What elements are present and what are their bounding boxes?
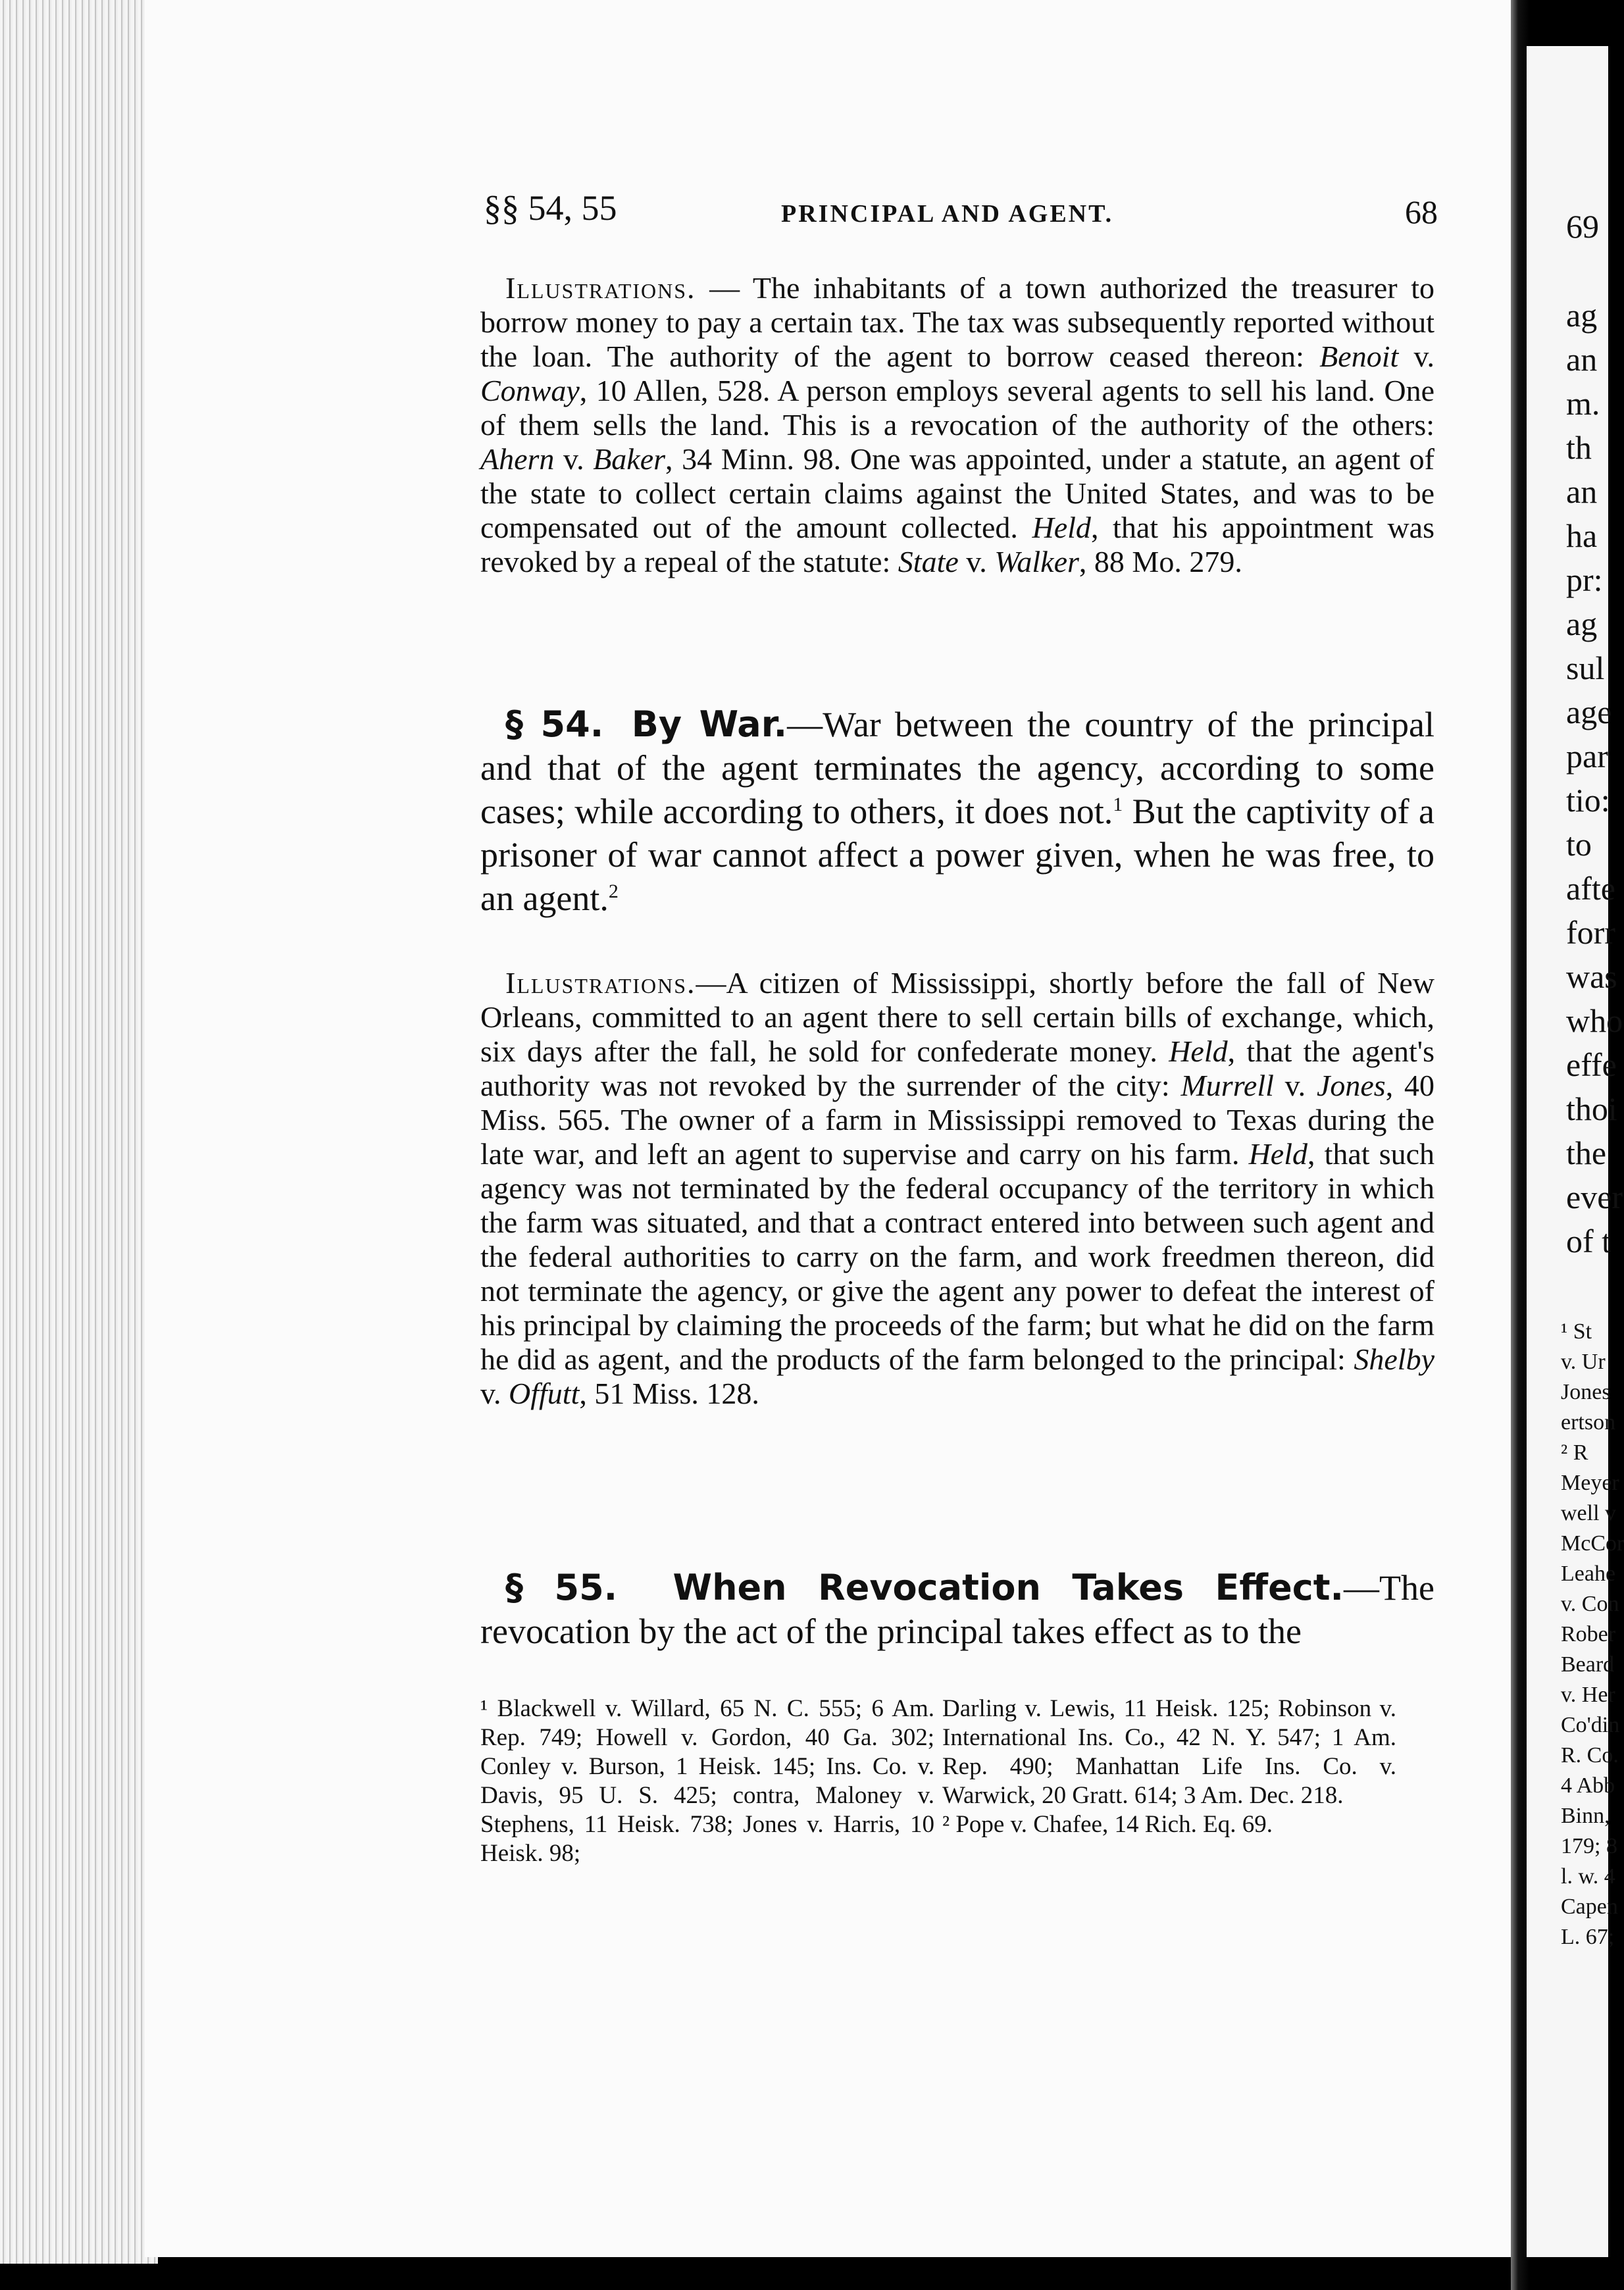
header-section-ref: §§ 54, 55 (484, 188, 617, 228)
section-55-heading: When Revocation Takes Effect. (672, 1567, 1344, 1608)
facing-page-line: ever (1566, 1179, 1623, 1215)
facing-page-footnote-line: 179; 8 (1561, 1834, 1617, 1858)
facing-page-footnote-line: Beard (1561, 1652, 1615, 1677)
facing-page-line: th (1566, 429, 1592, 466)
footnote-2: ² Pope v. Chafee, 14 Rich. Eq. 69. (942, 1811, 1273, 1838)
facing-page-footnote-line: Capen (1561, 1895, 1618, 1919)
facing-page-line: was (1566, 958, 1617, 995)
illustrations-paragraph-1: Illustrations. — The inhabitants of a town authorized the treasurer to borrow money to pay a certain tax. The tax was subsequently reported without the loan. The authority of the agent to borrow ceased thereon: Benoit v. Conway, 10 Allen, 528. A person employs several agents to sell his land. One of them sells the land. This is a revocation of the authority of the others: Ahern v. Baker, 34 Minn. 98. One was appointed, under a statute, an agent of the state to collect certain claims against the United States, and was to be compensated out of the amount collected. Held, that his appointment was revoked by a repeal of the statute: State v. Walker, 88 Mo. 279. (480, 271, 1434, 578)
facing-page-footnote-line: McCor (1561, 1531, 1624, 1556)
book-page-edges (0, 0, 158, 2264)
facing-page-footnote-line: Meyer (1561, 1471, 1619, 1495)
facing-page-line: who (1566, 1002, 1623, 1039)
facing-page-line: sul (1566, 649, 1605, 686)
running-header (484, 188, 1438, 240)
running-title: PRINCIPAL AND AGENT. (781, 200, 1114, 228)
facing-page (1527, 46, 1624, 2257)
facing-page-line: effe (1566, 1046, 1617, 1083)
footnote-1-continued: Darling v. Lewis, 11 Heisk. 125; Robinson v. International Ins. Co., 42 N. Y. 547; 1 Am. Rep. 490; Manhattan Life Ins. Co. v. Warwick, 20 Gratt. 614; 3 Am. Dec. 218. (942, 1695, 1396, 1809)
facing-page-footnote-line: Leahe (1561, 1562, 1616, 1586)
facing-page-footnote-line: Rober (1561, 1622, 1616, 1646)
facing-page-footnote-line: 4 Abb (1561, 1773, 1615, 1798)
facing-page-footnote-line: Binn, (1561, 1804, 1610, 1828)
facing-page-footnote-line: ¹ St (1561, 1319, 1592, 1344)
facing-page-footnote-line: v. Her (1561, 1683, 1615, 1707)
facing-page-line: of t (1566, 1223, 1611, 1260)
facing-page-line: age (1566, 694, 1612, 730)
facing-page-footnote-line: v. Con (1561, 1592, 1619, 1616)
facing-page-line: par (1566, 738, 1608, 775)
facing-page-line: ha (1566, 517, 1598, 554)
section-54-number: § 54. (505, 703, 604, 745)
facing-page-footnote-line: ² R (1561, 1440, 1588, 1465)
facing-page-line: an (1566, 341, 1598, 378)
facing-page-footnote-line: well v (1561, 1501, 1617, 1525)
facing-page-footnote-line: R. Co. (1561, 1743, 1619, 1768)
facing-page-footnote-line: v. Ur (1561, 1350, 1606, 1374)
facing-page-line: to (1566, 826, 1592, 863)
facing-page-line: ag (1566, 297, 1598, 334)
facing-page-footnote-line: ertson (1561, 1410, 1616, 1435)
footnote-ref-2: 2 (608, 880, 619, 902)
facing-page-line: forr (1566, 914, 1615, 951)
footnote-ref-1: 1 (1113, 794, 1123, 815)
facing-page-line: ag (1566, 605, 1598, 642)
facing-page-line: afte (1566, 870, 1615, 907)
facing-page-footnote-line: L. 67; (1561, 1925, 1615, 1949)
facing-page-number: 69 (1566, 208, 1599, 245)
facing-page-footnote-line: Co'din (1561, 1713, 1620, 1737)
illustrations-label: Illustrations. (505, 966, 696, 1000)
footnote-column-1: ¹ Blackwell v. Willard, 65 N. C. 555; 6 Am. Rep. 749; Howell v. Gordon, 40 Ga. 302; Conley v. Burson, 1 Heisk. 145; Ins. Co. v. Davis, 95 U. S. 425; contra, Maloney v. Stephens, 11 Heisk. 738; Jones v. Harris, 10 Heisk. 98; (480, 1695, 934, 1867)
section-55-number: § 55. (505, 1567, 618, 1608)
illustrations-label: Illustrations. (505, 271, 696, 305)
facing-page-line: an (1566, 473, 1598, 510)
footnote-column-2 (942, 1694, 1396, 1839)
facing-page-line: thoi (1566, 1090, 1617, 1127)
facing-page-line: tio: (1566, 782, 1610, 819)
facing-page-line: pr: (1566, 561, 1603, 598)
facing-page-line: the (1566, 1134, 1607, 1171)
facing-page-footnote-line: Jones (1561, 1380, 1611, 1404)
illustrations-paragraph-2: Illustrations.—A citizen of Mississippi, shortly before the fall of New Orleans, committed to an agent there to sell certain bills of exchange, which, six days after the fall, he sold for confederate money. Held, that the agent's authority was not revoked by the surrender of the city: Murrell v. Jones, 40 Miss. 565. The owner of a farm in Mississippi removed to Texas during the late war, and left an agent to supervise and carry on his farm. Held, that such agency was not terminated by the federal occupancy of the territory in which the farm was situated, and that a contract entered into between such agent and the federal authorities to carry on the farm, and work freedmen thereon, did not terminate the agency, or give the agent any power to defeat the interest of his principal by claiming the proceeds of the farm; but what he did on the farm he did as agent, and the products of the farm belonged to the principal: Shelby v. Offutt, 51 Miss. 128. (480, 966, 1435, 1410)
section-55: § 55. When Revocation Takes Effect.—The revocation by the act of the principal takes effect as to the (480, 1567, 1434, 1651)
section-54-heading: By War. (631, 703, 788, 745)
page-number: 68 (1405, 193, 1438, 230)
section-54: § 54. By War.—War between the country of the principal and that of the agent terminates the agency, according to some cases; while according to others, it does not.$^1$ But the captivity of a prisoner of war cannot affect a power given, when he was free, to an agent.$^2$ (480, 703, 1434, 918)
facing-page-line: m. (1566, 385, 1600, 422)
facing-page-footnote-line: l. w. 4 (1561, 1864, 1615, 1889)
